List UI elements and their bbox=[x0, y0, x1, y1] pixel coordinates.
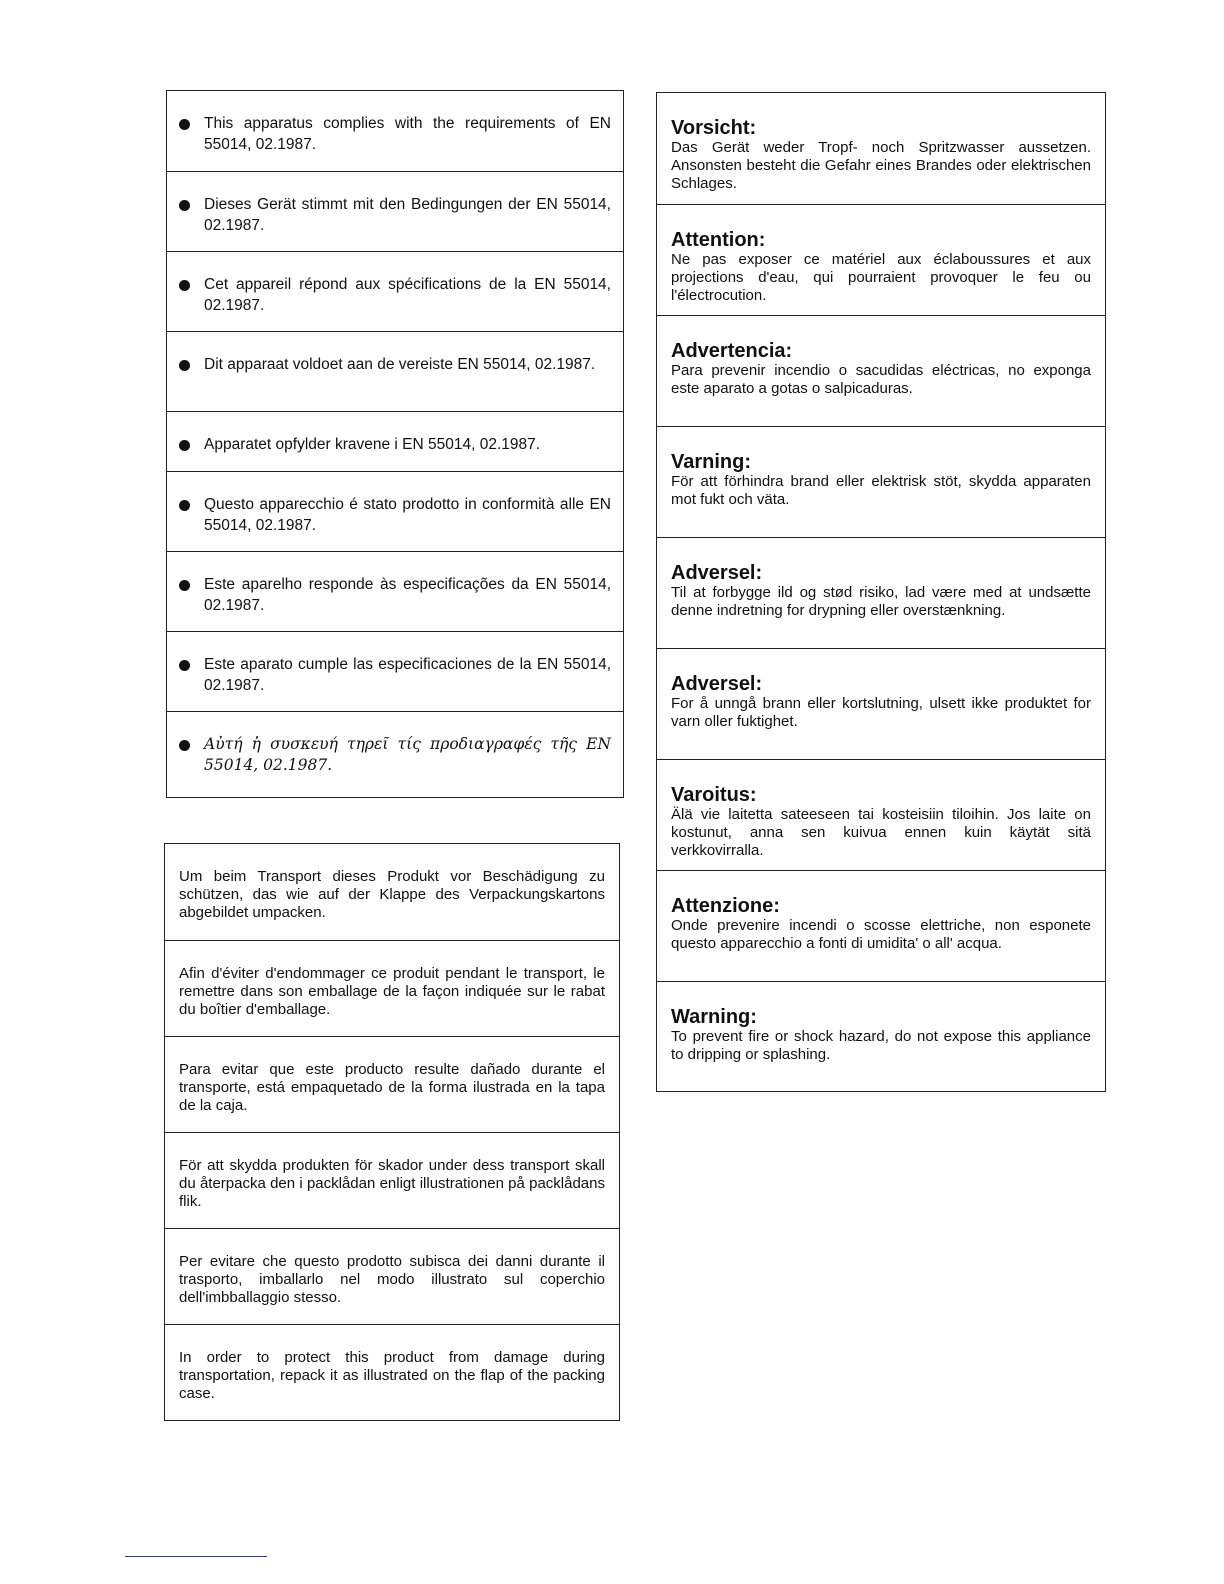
warning-text: Ne pas exposer ce matériel aux éclaboussures et aux projections d'eau, qui pourraient provoquer le feu ou l'électrocution. bbox=[671, 251, 1091, 304]
warning-title: Adversel: bbox=[671, 562, 763, 584]
compliance-text: Questo apparecchio é stato prodotto in conformità alle EN 55014, 02.1987. bbox=[204, 496, 611, 534]
page-underline-mark bbox=[125, 1556, 267, 1557]
bullet-icon bbox=[179, 740, 190, 751]
compliance-item-en bbox=[167, 91, 623, 171]
compliance-item-fr bbox=[167, 251, 623, 331]
warning-text: For å unngå brann eller kortslutning, ulsett ikke produktet for varn oller fuktighet. bbox=[671, 695, 1091, 730]
warning-title: Adversel: bbox=[671, 673, 763, 695]
warning-item-da bbox=[657, 537, 1105, 648]
bullet-icon bbox=[179, 360, 190, 371]
warning-text: Til at forbygge ild og stød risiko, lad være med at undsætte denne indretning for drypning eller overstænkning. bbox=[671, 584, 1091, 619]
warning-item-no bbox=[657, 648, 1105, 759]
warning-item-fi bbox=[657, 759, 1105, 870]
warning-item-sv bbox=[657, 426, 1105, 537]
compliance-text: This apparatus complies with the requirements of EN 55014, 02.1987. bbox=[204, 115, 611, 153]
bullet-icon bbox=[179, 440, 190, 451]
warning-text: Onde prevenire incendi o scosse elettriche, non esponete questo apparecchio a fonti di umidita' o all' acqua. bbox=[671, 917, 1091, 952]
transport-box bbox=[164, 843, 620, 1421]
warning-title: Attention: bbox=[671, 229, 766, 251]
compliance-text: Este aparato cumple las especificaciones de la EN 55014, 02.1987. bbox=[204, 656, 611, 694]
warning-item-es bbox=[657, 315, 1105, 426]
compliance-item-de bbox=[167, 171, 623, 251]
transport-text: Um beim Transport dieses Produkt vor Beschädigung zu schützen, das wie auf der Klappe des Verpackungskartons abgebildet umpacken. bbox=[179, 868, 605, 921]
compliance-item-el bbox=[167, 711, 623, 791]
transport-item-en bbox=[165, 1324, 619, 1420]
warning-title: Varoitus: bbox=[671, 784, 757, 806]
compliance-item-pt bbox=[167, 551, 623, 631]
transport-text: Afin d'éviter d'endommager ce produit pendant le transport, le remettre dans son emballage de la façon indiquée sur le rabat du boîtier d'emballage. bbox=[179, 965, 605, 1018]
warning-text: Das Gerät weder Tropf- noch Spritzwasser aussetzen. Ansonsten besteht die Gefahr eines Brandes oder elektrischen Schlages. bbox=[671, 139, 1091, 192]
transport-item-de bbox=[165, 844, 619, 940]
warning-text: Älä vie laitetta sateeseen tai kosteisiin tiloihin. Jos laite on kostunut, anna sen kuivua ennen kuin käytät sitä verkkovirralla. bbox=[671, 806, 1091, 859]
compliance-item-it bbox=[167, 471, 623, 551]
warning-item-de bbox=[657, 93, 1105, 204]
compliance-box bbox=[166, 90, 624, 798]
compliance-item-es bbox=[167, 631, 623, 711]
bullet-icon bbox=[179, 580, 190, 591]
warning-title: Advertencia: bbox=[671, 340, 793, 362]
warnings-box bbox=[656, 92, 1106, 1092]
bullet-icon bbox=[179, 660, 190, 671]
warning-text: Para prevenir incendio o sacudidas eléctricas, no exponga este aparato a gotas o salpicaduras. bbox=[671, 362, 1091, 397]
warning-title: Varning: bbox=[671, 451, 752, 473]
bullet-icon bbox=[179, 500, 190, 511]
transport-item-it bbox=[165, 1228, 619, 1324]
compliance-text: Este aparelho responde às especificações da EN 55014, 02.1987. bbox=[204, 576, 611, 614]
compliance-text: Apparatet opfylder kravene i EN 55014, 02.1987. bbox=[204, 436, 541, 453]
transport-text: För att skydda produkten för skador under dess transport skall du återpacka den i packlådan enligt illustrationen på packlådans flik. bbox=[179, 1157, 605, 1210]
warning-item-fr bbox=[657, 204, 1105, 315]
transport-text: Per evitare che questo prodotto subisca dei danni durante il trasporto, imballarlo nel modo illustrato sul coperchio dell'imbballaggio stesso. bbox=[179, 1253, 605, 1306]
bullet-icon bbox=[179, 280, 190, 291]
compliance-text: Dit apparaat voldoet aan de vereiste EN 55014, 02.1987. bbox=[204, 356, 596, 373]
transport-item-fr bbox=[165, 940, 619, 1036]
warning-title: Attenzione: bbox=[671, 895, 780, 917]
transport-text: Para evitar que este producto resulte dañado durante el transporte, está empaquetado de la forma ilustrada en la tapa de la caja. bbox=[179, 1061, 605, 1114]
compliance-text: Cet appareil répond aux spécifications de la EN 55014, 02.1987. bbox=[204, 276, 611, 314]
transport-text: In order to protect this product from damage during transportation, repack it as illustrated on the flap of the packing case. bbox=[179, 1349, 605, 1402]
warning-title: Vorsicht: bbox=[671, 117, 757, 139]
compliance-item-nl bbox=[167, 331, 623, 411]
warning-item-en bbox=[657, 981, 1105, 1092]
compliance-item-da bbox=[167, 411, 623, 471]
transport-item-sv bbox=[165, 1132, 619, 1228]
warning-item-it bbox=[657, 870, 1105, 981]
transport-item-es bbox=[165, 1036, 619, 1132]
warning-text: För att förhindra brand eller elektrisk stöt, skydda apparaten mot fukt och väta. bbox=[671, 473, 1091, 508]
warning-title: Warning: bbox=[671, 1006, 757, 1028]
bullet-icon bbox=[179, 119, 190, 130]
warning-text: To prevent fire or shock hazard, do not expose this appliance to dripping or splashing. bbox=[671, 1028, 1091, 1063]
compliance-text: Αὐτή ἡ συσκευή τηρεῖ τίς προδιαγραφές τῆς EN 55014, 02.1987. bbox=[204, 735, 611, 774]
compliance-text: Dieses Gerät stimmt mit den Bedingungen der EN 55014, 02.1987. bbox=[204, 196, 611, 234]
bullet-icon bbox=[179, 200, 190, 211]
